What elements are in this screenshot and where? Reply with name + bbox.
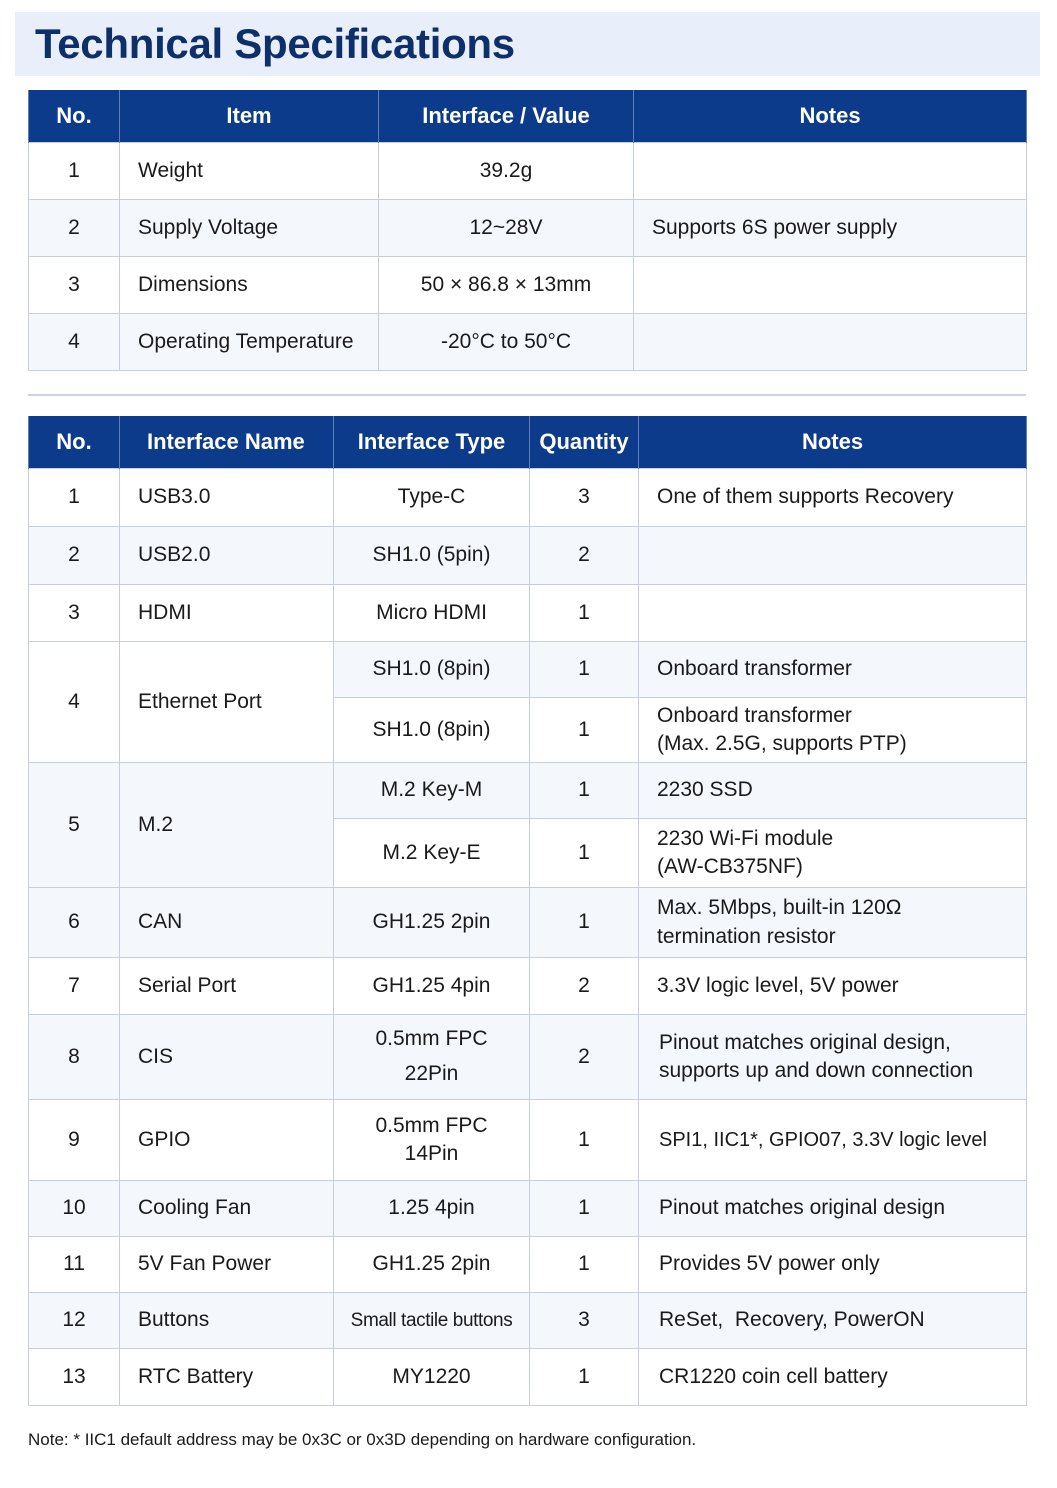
cell-no: 9 — [29, 1100, 120, 1181]
notes-line: Pinout matches original design, — [659, 1030, 951, 1054]
type-line: 14Pin — [404, 1142, 459, 1165]
cell-qty: 3 — [530, 469, 639, 527]
cell-no: 12 — [29, 1293, 120, 1349]
table-row — [29, 314, 1027, 371]
notes-line: 2230 Wi-Fi module — [657, 826, 834, 850]
footnote: Note: * IIC1 default address may be 0x3C or 0x3D depending on hardware configuration. — [28, 1430, 697, 1449]
table-row — [29, 1293, 1027, 1349]
cell-type: M.2 Key-E — [334, 819, 530, 888]
table-row — [29, 1015, 1027, 1100]
table-row — [29, 469, 1027, 527]
spec-table — [28, 90, 1027, 371]
notes-line: Onboard transformer — [657, 703, 852, 727]
cell-notes — [639, 527, 1027, 585]
cell-type: Micro HDMI — [334, 585, 530, 642]
cell-name: HDMI — [120, 585, 334, 642]
cell-no: 3 — [29, 257, 120, 314]
cell-name: Buttons — [120, 1293, 334, 1349]
cell-notes: ReSet, Recovery, PowerON — [639, 1293, 1027, 1349]
cell-name: Serial Port — [120, 958, 334, 1015]
table-row — [29, 642, 1027, 698]
cell-no: 1 — [29, 143, 120, 200]
table-header-row — [29, 90, 1027, 143]
cell-qty: 1 — [530, 698, 639, 763]
cell-value: 12~28V — [379, 200, 634, 257]
column-header: Interface Name — [120, 416, 334, 469]
cell-no: 1 — [29, 469, 120, 527]
cell-name: Ethernet Port — [120, 642, 334, 763]
cell-name: GPIO — [120, 1100, 334, 1181]
cell-no: 8 — [29, 1015, 120, 1100]
column-header: No. — [29, 90, 120, 143]
cell-qty: 1 — [530, 1237, 639, 1293]
cell-qty: 1 — [530, 1181, 639, 1237]
column-header: Notes — [639, 416, 1027, 469]
cell-type: M.2 Key-M — [334, 763, 530, 819]
cell-type: Small tactile buttons — [334, 1293, 530, 1349]
table-row — [29, 1237, 1027, 1293]
cell-qty: 1 — [530, 642, 639, 698]
cell-notes: SPI1, IIC1*, GPIO07, 3.3V logic level — [639, 1100, 1027, 1181]
table-row — [29, 527, 1027, 585]
cell-no: 7 — [29, 958, 120, 1015]
cell-notes — [639, 585, 1027, 642]
cell-notes: Provides 5V power only — [639, 1237, 1027, 1293]
column-header: Interface Type — [334, 416, 530, 469]
cell-no: 4 — [29, 314, 120, 371]
cell-name: M.2 — [120, 763, 334, 888]
cell-value: 39.2g — [379, 143, 634, 200]
cell-notes — [634, 314, 1027, 371]
cell-type: Type-C — [334, 469, 530, 527]
cell-qty: 2 — [530, 1015, 639, 1100]
cell-no: 2 — [29, 200, 120, 257]
cell-qty: 1 — [530, 763, 639, 819]
cell-type: GH1.25 4pin — [334, 958, 530, 1015]
cell-no: 4 — [29, 642, 120, 763]
cell-type — [334, 1100, 530, 1181]
cell-notes — [639, 698, 1027, 763]
cell-name: USB3.0 — [120, 469, 334, 527]
cell-name: 5V Fan Power — [120, 1237, 334, 1293]
cell-type: SH1.0 (8pin) — [334, 698, 530, 763]
table-row — [29, 200, 1027, 257]
cell-notes: One of them supports Recovery — [639, 469, 1027, 527]
table-row — [29, 958, 1027, 1015]
cell-item: Operating Temperature — [120, 314, 379, 371]
cell-name: RTC Battery — [120, 1349, 334, 1406]
cell-no: 13 — [29, 1349, 120, 1406]
page-title: Technical Specifications — [35, 20, 515, 67]
cell-type: GH1.25 2pin — [334, 1237, 530, 1293]
cell-notes — [634, 257, 1027, 314]
column-header: Interface / Value — [379, 90, 634, 143]
type-line: 0.5mm FPC — [375, 1113, 488, 1137]
title-bar — [15, 12, 1040, 76]
table-row — [29, 585, 1027, 642]
cell-name: CAN — [120, 888, 334, 958]
type-line: 0.5mm FPC — [375, 1027, 488, 1051]
table-row — [29, 763, 1027, 819]
cell-notes: 2230 SSD — [639, 763, 1027, 819]
cell-no: 2 — [29, 527, 120, 585]
cell-qty: 1 — [530, 1349, 639, 1406]
notes-line: supports up and down connection — [659, 1059, 974, 1082]
cell-qty: 1 — [530, 888, 639, 958]
cell-notes: Supports 6S power supply — [634, 200, 1027, 257]
table-row — [29, 1100, 1027, 1181]
table-row — [29, 257, 1027, 314]
cell-notes — [639, 819, 1027, 888]
cell-qty: 3 — [530, 1293, 639, 1349]
table-row — [29, 1181, 1027, 1237]
cell-no: 5 — [29, 763, 120, 888]
cell-value: 50 × 86.8 × 13mm — [379, 257, 634, 314]
column-header: No. — [29, 416, 120, 469]
cell-item: Dimensions — [120, 257, 379, 314]
cell-notes — [634, 143, 1027, 200]
cell-name: CIS — [120, 1015, 334, 1100]
cell-type: SH1.0 (8pin) — [334, 642, 530, 698]
column-header: Quantity — [530, 416, 639, 469]
column-header: Notes — [634, 90, 1027, 143]
table-row — [29, 143, 1027, 200]
section-divider — [28, 394, 1026, 396]
cell-notes — [639, 888, 1027, 958]
cell-name: USB2.0 — [120, 527, 334, 585]
cell-qty: 2 — [530, 527, 639, 585]
cell-name: Cooling Fan — [120, 1181, 334, 1237]
cell-item: Weight — [120, 143, 379, 200]
cell-no: 10 — [29, 1181, 120, 1237]
cell-no: 3 — [29, 585, 120, 642]
cell-qty: 1 — [530, 1100, 639, 1181]
cell-no: 6 — [29, 888, 120, 958]
type-line: 22Pin — [404, 1062, 459, 1085]
notes-line: Max. 5Mbps, built-in 120Ω — [657, 896, 902, 920]
notes-line: (Max. 2.5G, supports PTP) — [657, 732, 907, 755]
cell-type: MY1220 — [334, 1349, 530, 1406]
cell-notes: Onboard transformer — [639, 642, 1027, 698]
table-row — [29, 888, 1027, 958]
cell-type: GH1.25 2pin — [334, 888, 530, 958]
cell-type: SH1.0 (5pin) — [334, 527, 530, 585]
cell-notes — [639, 1015, 1027, 1100]
cell-no: 11 — [29, 1237, 120, 1293]
notes-line: termination resistor — [657, 924, 836, 948]
cell-qty: 2 — [530, 958, 639, 1015]
cell-qty: 1 — [530, 585, 639, 642]
cell-notes: 3.3V logic level, 5V power — [639, 958, 1027, 1015]
column-header: Item — [120, 90, 379, 143]
cell-value: -20°C to 50°C — [379, 314, 634, 371]
notes-line: (AW-CB375NF) — [657, 855, 803, 878]
interface-table — [28, 416, 1027, 1406]
cell-notes: CR1220 coin cell battery — [639, 1349, 1027, 1406]
cell-type: 1.25 4pin — [334, 1181, 530, 1237]
cell-item: Supply Voltage — [120, 200, 379, 257]
cell-qty: 1 — [530, 819, 639, 888]
table-row — [29, 1349, 1027, 1406]
cell-notes: Pinout matches original design — [639, 1181, 1027, 1237]
cell-type — [334, 1015, 530, 1100]
table-header-row — [29, 416, 1027, 469]
